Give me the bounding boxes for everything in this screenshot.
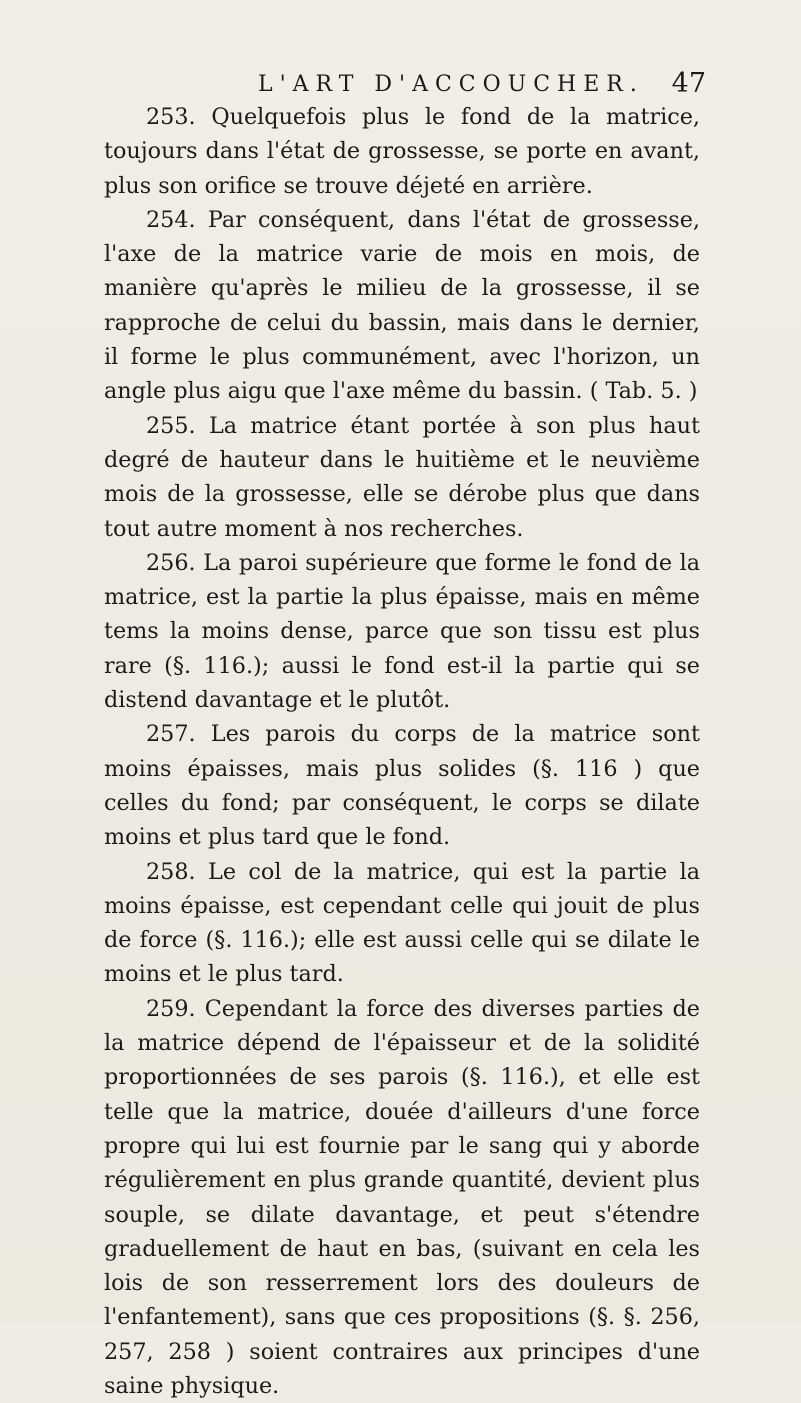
- page-body: [104, 100, 700, 1403]
- paragraph-256: [104, 546, 700, 717]
- paragraph-number: 253.: [146, 104, 196, 130]
- paragraph-number: 257.: [146, 721, 196, 748]
- paragraph-number: 259.: [146, 995, 196, 1022]
- paragraph-number: 258.: [146, 858, 196, 885]
- paragraph-text: Le col de la matrice, qui est la partie la moins épaisse, est cependant celle qui jouit de plus de force (§. 116.); elle est aussi celle qui se dilate le moins et le plus tard.: [104, 858, 700, 988]
- page-header: [120, 60, 720, 100]
- paragraph-text: Quelquefois plus le fond de la matrice, toujours dans l'état de grossesse, se porte en avant, plus son orifice se trouve déjeté en arrière.: [104, 104, 701, 199]
- paragraph-text: La paroi supérieure que forme le fond de la matrice, est la partie la plus épaisse, mais en même tems la moins dense, parce que son tissu est plus rare (§. 116.); aussi le fond est-il la partie qui se distend davantage et le plutôt.: [104, 549, 700, 714]
- paragraph-257: [104, 717, 700, 854]
- paragraph-text: Par conséquent, dans l'état de grossesse, l'axe de la matrice varie de mois en mois, de manière qu'après le milieu de la grossesse, il se rapproche de celui du bassin, mais dans le dernier, il forme le plus communément, avec l'horizon, un angle plus aigu que l'axe même du bassin. ( Tab. 5. ): [104, 206, 700, 405]
- paragraph-text: Cependant la force des diverses parties de la matrice dépend de l'épaisseur et de la solidité proportionnées de ses parois (§. 116.), et elle est telle que la matrice, douée d'ailleurs d'une force propre qui lui est fournie par le sang qui y aborde régulièrement en plus grande quantité, devient plus souple, se dilate davantage, et peut s'étendre graduellement de haut en bas, (suivant en cela les lois de son resserrement lors des douleurs de l'enfantement), sans que ces propositions (§. §. 256, 257, 258 ) soient contraires aux principes d'une saine physique.: [104, 995, 700, 1399]
- paragraph-254: [104, 203, 700, 409]
- running-title: L'ART D'ACCOUCHER.: [258, 72, 644, 97]
- paragraph-253: [104, 100, 700, 203]
- paragraph-text: La matrice étant portée à son plus haut degré de hauteur dans le huitième et le neuvième mois de la grossesse, elle se dérobe plus que dans tout autre moment à nos recherches.: [104, 412, 700, 542]
- page-number: 47: [671, 68, 706, 99]
- paragraph-259: [104, 992, 700, 1403]
- paragraph-number: 254.: [146, 206, 196, 233]
- paragraph-number: 256.: [146, 549, 196, 576]
- paragraph-255: [104, 409, 700, 546]
- paragraph-number: 255.: [146, 412, 196, 439]
- paragraph-258: [104, 855, 700, 992]
- paragraph-text: Les parois du corps de la matrice sont moins épaisses, mais plus solides (§. 116 ) que celles du fond; par conséquent, le corps se dilate moins et plus tard que le fond.: [104, 721, 700, 851]
